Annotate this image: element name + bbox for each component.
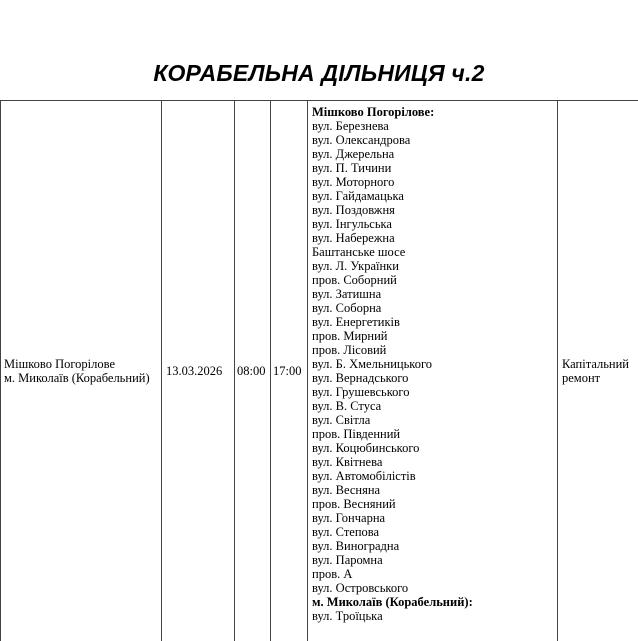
outage-date: 13.03.2026 [166, 364, 223, 378]
street-group-heading: Мішково Погорілове: [312, 105, 435, 119]
street-item: вул. Поздовжня [312, 203, 395, 217]
street-item: пров. А [312, 567, 353, 581]
outage-table [0, 100, 638, 641]
column-divider [234, 101, 235, 641]
table-border-left [0, 101, 1, 641]
settlement-cell [4, 101, 160, 641]
street-item: вул. Олександрова [312, 133, 411, 147]
street-item: пров. Мирний [312, 329, 388, 343]
street-item: пров. Південний [312, 427, 401, 441]
settlement-city: м. Миколаїв (Корабельний) [4, 371, 150, 385]
street-item: вул. Грушевського [312, 385, 410, 399]
street-item: вул. Світла [312, 413, 371, 427]
street-group-heading: м. Миколаїв (Корабельний): [312, 595, 473, 609]
street-item: вул. Б. Хмельницького [312, 357, 433, 371]
column-divider [161, 101, 162, 641]
time-to-cell [273, 101, 307, 641]
street-item: вул. Гайдамацька [312, 189, 404, 203]
street-item: вул. Джерельна [312, 147, 395, 161]
street-item: вул. Островського [312, 581, 409, 595]
street-item: пров. Весняний [312, 497, 396, 511]
street-item: вул. Березнева [312, 119, 389, 133]
street-item: вул. Гончарна [312, 511, 386, 525]
street-item: вул. Вернадського [312, 371, 409, 385]
street-item: вул. Паромна [312, 553, 383, 567]
street-item: вул. Моторного [312, 175, 395, 189]
street-item: вул. Автомобілістів [312, 469, 416, 483]
reason-line1: Капітальний [562, 357, 629, 371]
street-item: вул. В. Стуса [312, 399, 382, 413]
time-from-cell [237, 101, 270, 641]
street-item: Баштанське шосе [312, 245, 406, 259]
street-item: вул. Інгульська [312, 217, 392, 231]
time-to: 17:00 [273, 364, 302, 378]
reason-line2: ремонт [562, 371, 601, 385]
streets-cell [307, 101, 562, 641]
street-item: вул. П. Тичини [312, 161, 392, 175]
street-item: вул. Квітнева [312, 455, 383, 469]
page-title: КОРАБЕЛЬНА ДІЛЬНИЦЯ ч.2 [153, 60, 485, 86]
street-item: вул. Л. Українки [312, 259, 399, 273]
date-cell [166, 101, 234, 641]
column-divider [270, 101, 271, 641]
street-item: пров. Соборний [312, 273, 397, 287]
settlement-name: Мішково Погорілове [4, 357, 116, 371]
street-item: вул. Степова [312, 525, 380, 539]
street-item: вул. Соборна [312, 301, 382, 315]
reason-cell [562, 101, 638, 641]
street-item: вул. Троїцька [312, 609, 383, 623]
street-item: вул. Виноградна [312, 539, 400, 553]
street-item: пров. Лісовий [312, 343, 387, 357]
street-item: вул. Весняна [312, 483, 381, 497]
street-item: вул. Енергетиків [312, 315, 400, 329]
time-from: 08:00 [237, 364, 266, 378]
street-item: вул. Набережна [312, 231, 395, 245]
street-item: вул. Затишна [312, 287, 382, 301]
street-item: вул. Коцюбинського [312, 441, 420, 455]
